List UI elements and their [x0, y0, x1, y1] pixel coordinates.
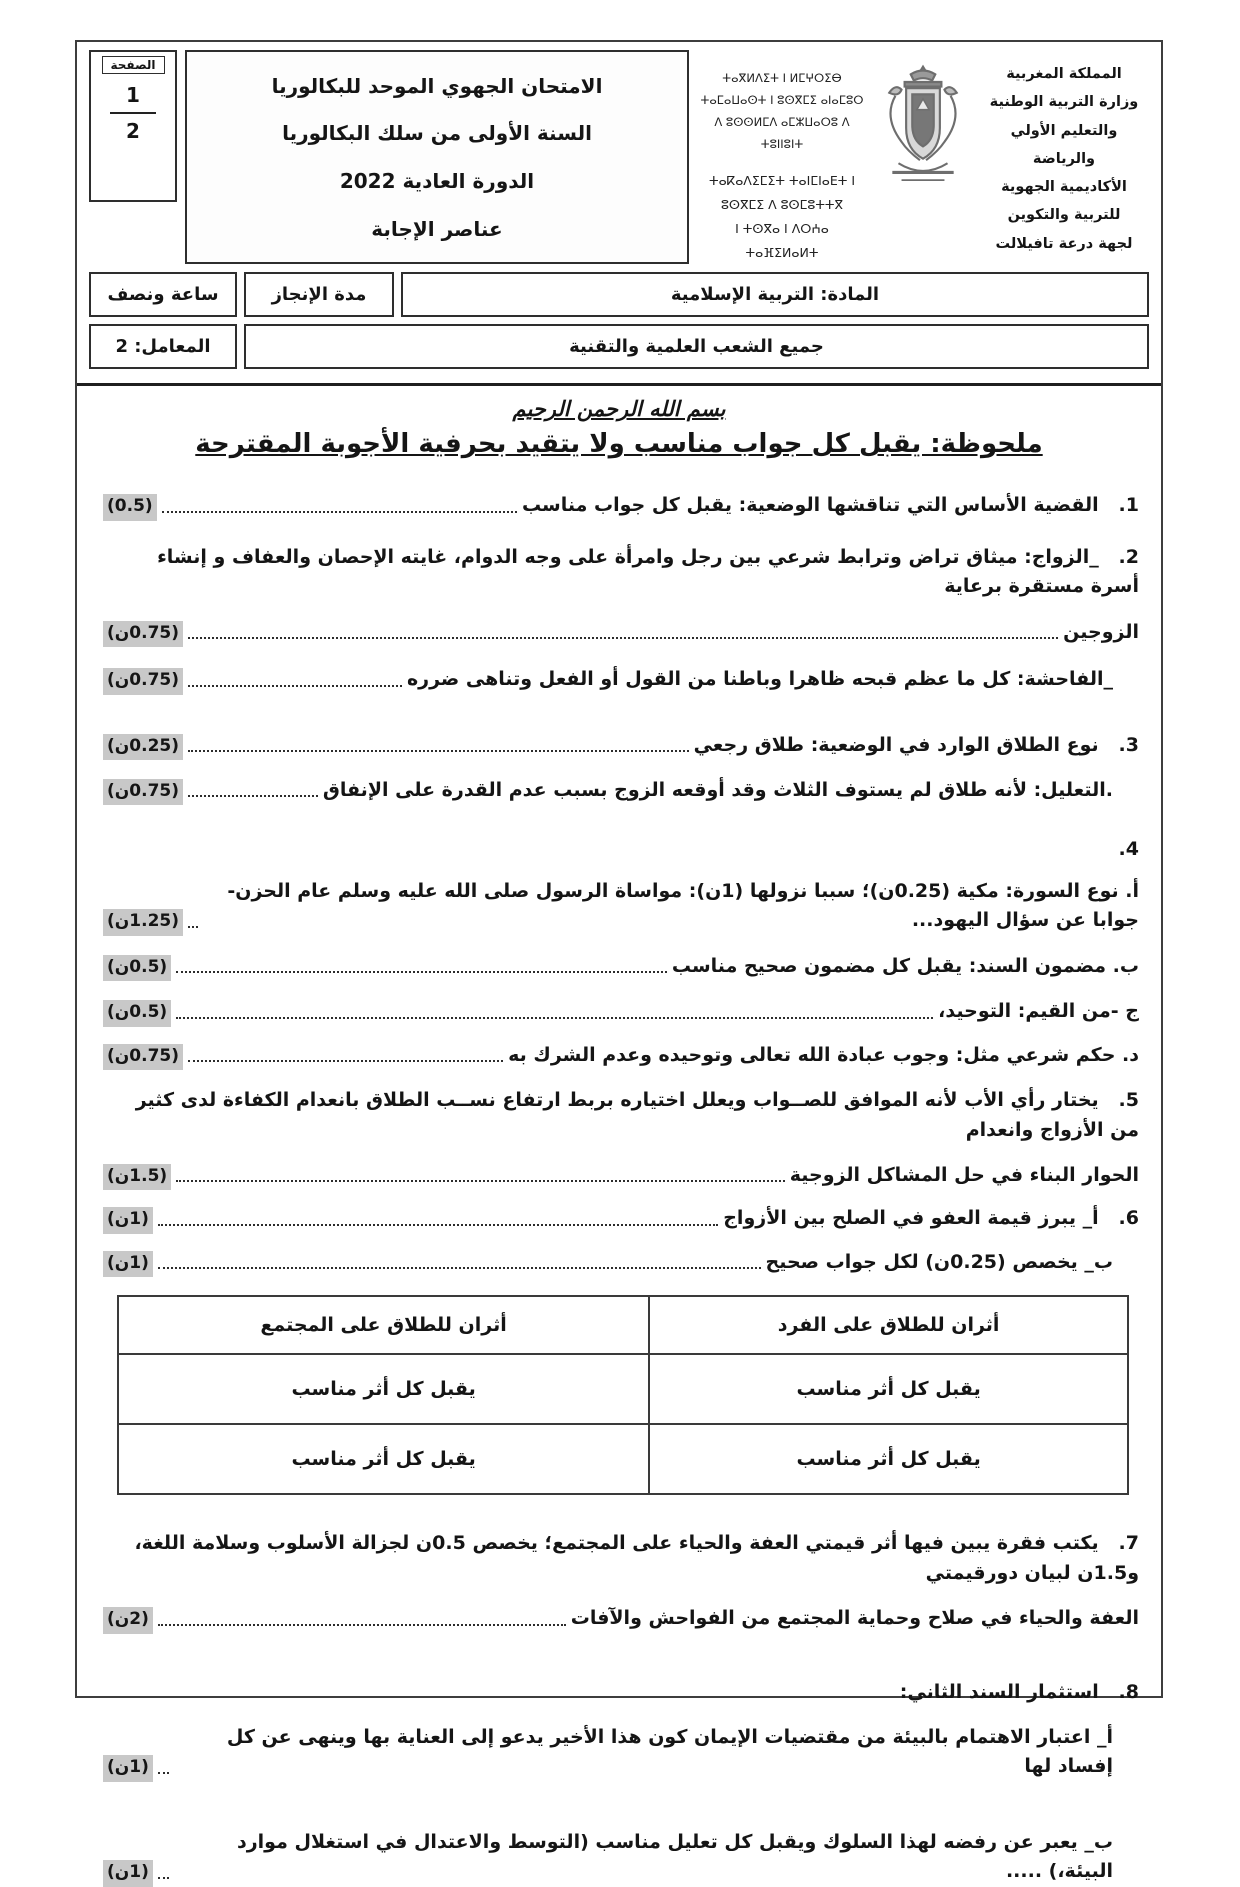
answer-line — [103, 1723, 1139, 1782]
answers-group-1 — [103, 491, 1139, 1277]
dotted-leader — [158, 1224, 718, 1226]
dotted-leader — [188, 637, 1058, 639]
dotted-leader — [158, 1772, 169, 1774]
bismillah: بسم الله الرحمن الرحيم — [512, 396, 726, 422]
answer-line — [103, 665, 1139, 694]
answer-text: ب_ يخصص (0.25ن) لكل جواب صحيح — [765, 1250, 1113, 1273]
coefficient-cell: المعامل: 2 — [89, 324, 237, 369]
dotted-leader — [188, 1060, 503, 1062]
page-current: 1 — [126, 83, 140, 107]
answer-text: 6. أ_ يبرز قيمة العفو في الصلح بين الأزواج — [723, 1207, 1139, 1230]
dotted-leader — [162, 511, 517, 513]
answer-text: 1. القضية الأساس التي تناقشها الوضعية: يقبل كل جواب مناسب — [521, 494, 1139, 517]
ministry-tifinagh-lines — [697, 60, 867, 264]
score-badge: (0.5) — [103, 494, 157, 521]
answer-line — [103, 776, 1139, 805]
answer-line — [103, 1828, 1139, 1887]
score-badge: (1.25ن) — [103, 909, 183, 936]
score-badge: (2ن) — [103, 1607, 153, 1634]
score-badge: (1ن) — [103, 1251, 153, 1278]
exam-title-line3: الدورة العادية 2022 — [339, 168, 535, 193]
table-cell: يقبل كل أثر مناسب — [118, 1354, 649, 1424]
answer-text: 8. استثمار السند الثاني: — [899, 1680, 1139, 1703]
answer-line — [103, 952, 1139, 981]
answer-line — [103, 1161, 1139, 1190]
answer-line — [103, 1529, 1139, 1588]
score-badge: (0.75ن) — [103, 1044, 183, 1071]
exam-title-line2: السنة الأولى من سلك البكالوريا — [282, 121, 592, 146]
duration-value-cell: ساعة ونصف — [89, 272, 237, 317]
answer-text: العفة والحياء في صلاح وحماية المجتمع من الفواحش والآفات — [570, 1607, 1139, 1630]
dotted-leader — [158, 1877, 169, 1879]
divorce-effects-table — [117, 1295, 1129, 1495]
answer-line — [103, 1204, 1139, 1233]
score-badge: (1.5ن) — [103, 1164, 171, 1191]
score-badge: (0.5ن) — [103, 955, 171, 982]
answer-line — [103, 1086, 1139, 1145]
table-header-row — [118, 1296, 1128, 1354]
dotted-leader — [176, 971, 667, 973]
dotted-leader — [158, 1624, 566, 1626]
tifinagh-line: ⴷ ⵓⵙⵙⵍⵎⴷ ⴰⵎⵣⵡⴰⵔⵓ ⴷ ⵜⵓⵏⵏⵓⵏⵜ — [714, 114, 850, 151]
tifinagh-line: ⵏ ⵜⵙⴳⴰ ⵏ ⴷⵔⵄⴰ ⵜⴰⴼⵉⵍⴰⵍⵜ — [735, 220, 829, 260]
score-badge: (0.5ن) — [103, 1000, 171, 1027]
page-label: الصفحة — [102, 56, 165, 74]
tifinagh-line: ⵜⴰⴳⵍⴷⵉⵜ ⵏ ⵍⵎⵖⵔⵉⴱ — [722, 71, 842, 85]
subject-cell: المادة: التربية الإسلامية — [401, 272, 1149, 317]
answer-text: ج -من القيم: التوحيد، — [938, 1000, 1139, 1023]
dotted-leader — [176, 1017, 933, 1019]
ministry-arabic-lines — [979, 60, 1149, 258]
answer-text: د. حكم شرعي مثل: وجوب عبادة الله تعالى وتوحيده وعدم الشرك به — [508, 1043, 1139, 1066]
answer-text: ب_ يعبر عن رفضه لهذا السلوك ويقبل كل تعليل مناسب (التوسط والاعتدال في استغلال موارد البيئة،) ..... — [230, 1830, 1113, 1883]
ministry-arabic-line: والتعليم الأولي والرياضة — [1010, 122, 1118, 167]
answer-text: 3. نوع الطلاق الوارد في الوضعية: طلاق رجعي — [693, 733, 1139, 756]
answer-line — [103, 618, 1139, 647]
ministry-arabic-line: الأكاديمية الجهوية للتربية والتكوين — [1001, 179, 1127, 224]
answer-text: الزوجين — [1063, 620, 1139, 643]
dotted-leader — [188, 750, 689, 752]
tifinagh-line: ⵜⴰⵎⴰⵡⴰⵙⵜ ⵏ ⵓⵙⴳⵎⵉ ⴰⵏⴰⵎⵓⵔ — [700, 92, 864, 107]
answer-line — [103, 543, 1139, 602]
answer-text: 2. _الزواج: ميثاق تراض وترابط شرعي بين رجل وامرأة على وجه الدوام، غايته الإحصان والعفاف و إنشاء أسرة مستقرة برعاية — [150, 545, 1139, 598]
exam-info-grid — [89, 272, 1149, 369]
answer-line — [103, 1604, 1139, 1633]
score-badge: (0.75ن) — [103, 779, 183, 806]
score-badge: (1ن) — [103, 1755, 153, 1782]
ministry-arabic-line: لجهة درعة تافيلالت — [995, 235, 1133, 252]
answer-text: أ. نوع السورة: مكية (0.25ن)؛ سببا نزولها (1ن): مواساة الرسول صلى الله عليه وسلم عام الحزن- جوابا عن سؤال اليهود... — [220, 879, 1139, 932]
answer-text: 5. يختار رأي الأب لأنه الموافق للصــواب ويعلل اختياره بربط ارتفاع نســب الطلاق بانعدام الكفاءة لدى كثير من الأزواج وانعدام — [129, 1089, 1139, 1141]
answer-line — [103, 877, 1139, 936]
ministry-header — [697, 50, 1149, 264]
score-badge: (0.25ن) — [103, 734, 183, 761]
dotted-leader — [188, 685, 402, 687]
duration-label-cell: مدة الإنجاز — [244, 272, 394, 317]
answers-group-2 — [103, 1529, 1139, 1887]
answer-line — [103, 1678, 1139, 1707]
tifinagh-line: ⵜⴰⴽⴰⴷⵉⵎⵉⵜ ⵜⴰⵏⵎⵏⴰⴹⵜ ⵏ ⵓⵙⴳⵎⵉ ⴷ ⵓⵙⵎⵓⵜⵜⴳ — [708, 173, 856, 213]
score-badge: (1ن) — [103, 1207, 153, 1234]
answer-line — [103, 491, 1139, 520]
answer-text: _الفاحشة: كل ما عظم قبحه ظاهرا وباطنا من القول أو الفعل وتناهى ضرره — [406, 668, 1113, 691]
table-header-cell: أثران للطلاق على المجتمع — [118, 1296, 649, 1354]
table-row — [118, 1354, 1128, 1424]
score-badge: (0.75ن) — [103, 621, 183, 648]
ministry-arabic-line: وزارة التربية الوطنية — [989, 94, 1139, 111]
exam-title-line1: الامتحان الجهوي الموحد للبكالوريا — [271, 73, 603, 98]
moroccan-coat-of-arms-icon — [871, 60, 975, 194]
answers-content — [89, 459, 1149, 1886]
answer-text: .التعليل: لأنه طلاق لم يستوف الثلاث وقد أوقعه الزوج بسبب عدم القدرة على الإنفاق — [322, 779, 1113, 801]
dotted-leader — [176, 1180, 785, 1182]
score-badge: (1ن) — [103, 1860, 153, 1887]
answer-line — [103, 1041, 1139, 1070]
answer-text: ب. مضمون السند: يقبل كل مضمون صحيح مناسب — [671, 954, 1139, 977]
table-cell: يقبل كل أثر مناسب — [118, 1424, 649, 1494]
grading-note: ملحوظة: يقبل كل جواب مناسب ولا يتقيد بحرفية الأجوبة المقترحة — [195, 429, 1043, 460]
exam-title-line4: عناصر الإجابة — [371, 216, 503, 241]
header-separator — [77, 383, 1161, 386]
tifinagh-group-2 — [697, 169, 867, 264]
answer-text: الحوار البناء في حل المشاكل الزوجية — [789, 1163, 1139, 1186]
table-header-cell: أثران للطلاق على الفرد — [649, 1296, 1128, 1354]
answer-line — [103, 1248, 1139, 1277]
page-header — [89, 50, 1149, 264]
table-cell: يقبل كل أثر مناسب — [649, 1424, 1128, 1494]
page-divider — [110, 112, 156, 114]
exam-answer-sheet — [75, 40, 1163, 1883]
answer-text: 7. يكتب فقرة يبين فيها أثر قيمتي العفة والحياء على المجتمع؛ يخصص 0.5ن لجزالة الأسلوب وسلامة اللغة، و1.5ن لبيان دورقيمتي — [127, 1532, 1139, 1584]
exam-title-box — [185, 50, 689, 264]
answer-line — [103, 997, 1139, 1026]
table-row — [118, 1424, 1128, 1494]
dotted-leader — [158, 1267, 761, 1269]
tifinagh-group-1 — [697, 68, 867, 155]
page-total: 2 — [126, 119, 140, 143]
streams-cell: جميع الشعب العلمية والتقنية — [244, 324, 1149, 369]
dotted-leader — [188, 926, 198, 928]
answer-line — [103, 731, 1139, 760]
page-number-box — [89, 50, 177, 202]
score-badge: (0.75ن) — [103, 668, 183, 695]
table-cell: يقبل كل أثر مناسب — [649, 1354, 1128, 1424]
ministry-arabic-line: المملكة المغربية — [1006, 66, 1122, 82]
answer-text: 4. — [1118, 838, 1139, 861]
answer-text: أ_ اعتبار الاهتمام بالبيئة من مقتضيات الإيمان كون هذا الأخير يدعو إلى العناية بها وينهى عن كل إفساد لها — [220, 1726, 1113, 1778]
answer-line — [103, 835, 1139, 864]
dotted-leader — [188, 795, 318, 797]
